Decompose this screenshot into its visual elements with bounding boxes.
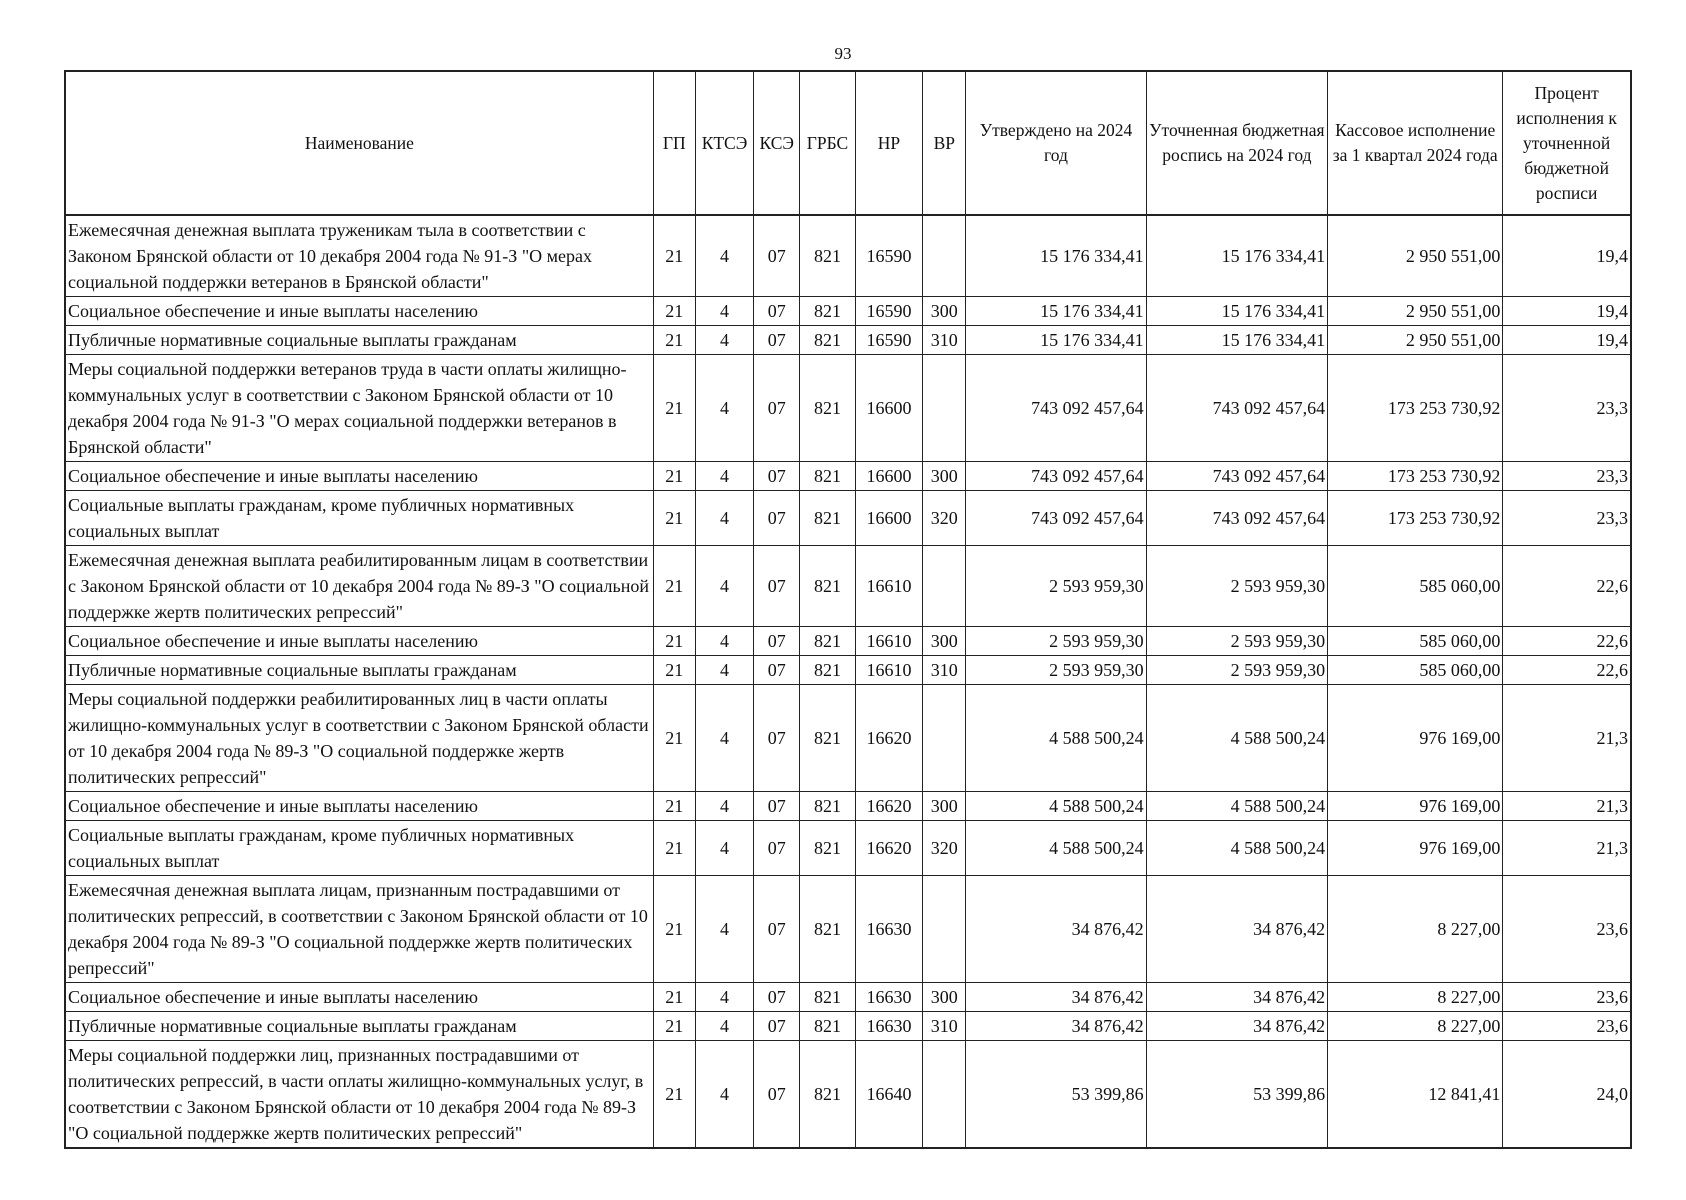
cell-name: Меры социальной поддержки ветеранов труда в части оплаты жилищно-коммунальных услуг в соответствии с Законом Брянской области от 10 декабря 2004 года № 91-З "О мерах социальной поддержки ветеранов в Брянской области" — [65, 355, 653, 462]
cell-approved: 15 176 334,41 — [966, 297, 1146, 326]
cell-name: Социальное обеспечение и иные выплаты населению — [65, 792, 653, 821]
cell-nr: 16590 — [855, 297, 923, 326]
cell-approved: 2 593 959,30 — [966, 627, 1146, 656]
table-row — [65, 1012, 1631, 1041]
cell-vr: 300 — [923, 297, 966, 326]
cell-grbs: 821 — [800, 326, 855, 355]
cell-name: Социальное обеспечение и иные выплаты населению — [65, 297, 653, 326]
cell-name: Меры социальной поддержки лиц, признанных пострадавшими от политических репрессий, в части оплаты жилищно-коммунальных услуг, в соответствии с Законом Брянской области от 10 декабря 2004 года № 89-З "О социальной поддержке жертв политических репрессий" — [65, 1041, 653, 1149]
cell-refined: 2 593 959,30 — [1146, 546, 1327, 627]
cell-cash: 8 227,00 — [1328, 1012, 1503, 1041]
cell-vr: 300 — [923, 627, 966, 656]
cell-ktse: 4 — [695, 326, 753, 355]
cell-gp: 21 — [653, 355, 695, 462]
cell-vr: 320 — [923, 821, 966, 876]
cell-approved: 4 588 500,24 — [966, 792, 1146, 821]
cell-percent: 22,6 — [1503, 546, 1631, 627]
cell-nr: 16620 — [855, 685, 923, 792]
cell-ktse: 4 — [695, 297, 753, 326]
cell-kse: 07 — [754, 215, 800, 297]
cell-kse: 07 — [754, 627, 800, 656]
cell-percent: 23,6 — [1503, 983, 1631, 1012]
cell-approved: 743 092 457,64 — [966, 491, 1146, 546]
cell-nr: 16620 — [855, 821, 923, 876]
table-row — [65, 821, 1631, 876]
cell-grbs: 821 — [800, 297, 855, 326]
cell-gp: 21 — [653, 215, 695, 297]
table-row — [65, 462, 1631, 491]
cell-percent: 21,3 — [1503, 792, 1631, 821]
cell-percent: 23,3 — [1503, 462, 1631, 491]
cell-refined: 15 176 334,41 — [1146, 215, 1327, 297]
table-row — [65, 983, 1631, 1012]
cell-vr: 300 — [923, 792, 966, 821]
cell-nr: 16630 — [855, 876, 923, 983]
table-row — [65, 297, 1631, 326]
cell-nr: 16620 — [855, 792, 923, 821]
cell-name: Социальное обеспечение и иные выплаты населению — [65, 462, 653, 491]
cell-percent: 21,3 — [1503, 685, 1631, 792]
cell-gp: 21 — [653, 792, 695, 821]
header-vr: ВР — [923, 71, 966, 215]
cell-nr: 16630 — [855, 1012, 923, 1041]
cell-vr: 300 — [923, 983, 966, 1012]
cell-gp: 21 — [653, 546, 695, 627]
cell-percent: 22,6 — [1503, 627, 1631, 656]
cell-gp: 21 — [653, 326, 695, 355]
cell-grbs: 821 — [800, 792, 855, 821]
cell-gp: 21 — [653, 876, 695, 983]
cell-nr: 16640 — [855, 1041, 923, 1149]
cell-percent: 24,0 — [1503, 1041, 1631, 1149]
cell-name: Публичные нормативные социальные выплаты гражданам — [65, 656, 653, 685]
cell-approved: 15 176 334,41 — [966, 215, 1146, 297]
cell-percent: 19,4 — [1503, 215, 1631, 297]
cell-cash: 8 227,00 — [1328, 983, 1503, 1012]
cell-kse: 07 — [754, 546, 800, 627]
cell-refined: 34 876,42 — [1146, 876, 1327, 983]
cell-approved: 2 593 959,30 — [966, 546, 1146, 627]
cell-approved: 34 876,42 — [966, 876, 1146, 983]
cell-nr: 16630 — [855, 983, 923, 1012]
cell-cash: 976 169,00 — [1328, 821, 1503, 876]
cell-kse: 07 — [754, 491, 800, 546]
cell-vr: 310 — [923, 1012, 966, 1041]
cell-ktse: 4 — [695, 656, 753, 685]
cell-name: Публичные нормативные социальные выплаты гражданам — [65, 326, 653, 355]
cell-cash: 2 950 551,00 — [1328, 297, 1503, 326]
cell-name: Меры социальной поддержки реабилитированных лиц в части оплаты жилищно-коммунальных услуг в соответствии с Законом Брянской области от 10 декабря 2004 года № 89-З "О социальной поддержке жертв политических репрессий" — [65, 685, 653, 792]
cell-cash: 8 227,00 — [1328, 876, 1503, 983]
cell-name: Социальное обеспечение и иные выплаты населению — [65, 627, 653, 656]
cell-vr — [923, 876, 966, 983]
cell-gp: 21 — [653, 1012, 695, 1041]
cell-grbs: 821 — [800, 627, 855, 656]
cell-approved: 34 876,42 — [966, 1012, 1146, 1041]
cell-percent: 19,4 — [1503, 297, 1631, 326]
cell-nr: 16590 — [855, 326, 923, 355]
cell-name: Социальные выплаты гражданам, кроме публичных нормативных социальных выплат — [65, 491, 653, 546]
cell-name: Ежемесячная денежная выплата труженикам тыла в соответствии с Законом Брянской области от 10 декабря 2004 года № 91-З "О мерах социальной поддержки ветеранов в Брянской области" — [65, 215, 653, 297]
cell-percent: 23,3 — [1503, 355, 1631, 462]
cell-grbs: 821 — [800, 656, 855, 685]
table-row — [65, 792, 1631, 821]
cell-grbs: 821 — [800, 685, 855, 792]
page-number: 93 — [834, 44, 852, 63]
cell-vr — [923, 1041, 966, 1149]
cell-cash: 585 060,00 — [1328, 546, 1503, 627]
cell-vr — [923, 685, 966, 792]
budget-table — [64, 70, 1632, 1149]
cell-ktse: 4 — [695, 355, 753, 462]
cell-kse: 07 — [754, 462, 800, 491]
cell-grbs: 821 — [800, 491, 855, 546]
cell-ktse: 4 — [695, 685, 753, 792]
cell-nr: 16590 — [855, 215, 923, 297]
cell-gp: 21 — [653, 297, 695, 326]
header-grbs: ГРБС — [800, 71, 855, 215]
cell-kse: 07 — [754, 355, 800, 462]
cell-gp: 21 — [653, 685, 695, 792]
cell-vr: 310 — [923, 656, 966, 685]
cell-grbs: 821 — [800, 215, 855, 297]
table-row — [65, 627, 1631, 656]
cell-ktse: 4 — [695, 491, 753, 546]
cell-percent: 21,3 — [1503, 821, 1631, 876]
cell-ktse: 4 — [695, 462, 753, 491]
table-row — [65, 876, 1631, 983]
table-row — [65, 355, 1631, 462]
cell-ktse: 4 — [695, 215, 753, 297]
cell-cash: 585 060,00 — [1328, 627, 1503, 656]
cell-approved: 53 399,86 — [966, 1041, 1146, 1149]
cell-gp: 21 — [653, 627, 695, 656]
cell-approved: 4 588 500,24 — [966, 821, 1146, 876]
cell-refined: 743 092 457,64 — [1146, 355, 1327, 462]
cell-approved: 743 092 457,64 — [966, 355, 1146, 462]
cell-nr: 16610 — [855, 656, 923, 685]
cell-approved: 15 176 334,41 — [966, 326, 1146, 355]
cell-vr: 310 — [923, 326, 966, 355]
header-kse: КСЭ — [754, 71, 800, 215]
cell-cash: 173 253 730,92 — [1328, 462, 1503, 491]
cell-percent: 23,6 — [1503, 1012, 1631, 1041]
cell-nr: 16610 — [855, 627, 923, 656]
cell-cash: 2 950 551,00 — [1328, 326, 1503, 355]
cell-kse: 07 — [754, 656, 800, 685]
cell-refined: 34 876,42 — [1146, 1012, 1327, 1041]
header-refined: Уточненная бюджетная роспись на 2024 год — [1146, 71, 1327, 215]
cell-kse: 07 — [754, 821, 800, 876]
cell-nr: 16600 — [855, 355, 923, 462]
header-gp: ГП — [653, 71, 695, 215]
cell-ktse: 4 — [695, 821, 753, 876]
table-body — [65, 215, 1631, 1148]
cell-name: Социальное обеспечение и иные выплаты населению — [65, 983, 653, 1012]
cell-gp: 21 — [653, 462, 695, 491]
header-name: Наименование — [65, 71, 653, 215]
cell-refined: 2 593 959,30 — [1146, 656, 1327, 685]
table-header — [65, 71, 1631, 215]
cell-gp: 21 — [653, 1041, 695, 1149]
table-row — [65, 326, 1631, 355]
cell-gp: 21 — [653, 821, 695, 876]
cell-grbs: 821 — [800, 546, 855, 627]
cell-refined: 34 876,42 — [1146, 983, 1327, 1012]
cell-name: Публичные нормативные социальные выплаты гражданам — [65, 1012, 653, 1041]
cell-cash: 2 950 551,00 — [1328, 215, 1503, 297]
cell-ktse: 4 — [695, 1041, 753, 1149]
table-row — [65, 656, 1631, 685]
cell-percent: 23,3 — [1503, 491, 1631, 546]
cell-gp: 21 — [653, 656, 695, 685]
cell-refined: 4 588 500,24 — [1146, 821, 1327, 876]
cell-approved: 4 588 500,24 — [966, 685, 1146, 792]
cell-refined: 15 176 334,41 — [1146, 297, 1327, 326]
cell-approved: 34 876,42 — [966, 983, 1146, 1012]
cell-cash: 976 169,00 — [1328, 685, 1503, 792]
cell-grbs: 821 — [800, 876, 855, 983]
cell-gp: 21 — [653, 491, 695, 546]
cell-ktse: 4 — [695, 792, 753, 821]
cell-grbs: 821 — [800, 1041, 855, 1149]
cell-kse: 07 — [754, 876, 800, 983]
cell-grbs: 821 — [800, 1012, 855, 1041]
cell-nr: 16610 — [855, 546, 923, 627]
header-percent: Процент исполнения к уточненной бюджетной росписи — [1503, 71, 1631, 215]
cell-refined: 743 092 457,64 — [1146, 491, 1327, 546]
cell-percent: 22,6 — [1503, 656, 1631, 685]
cell-name: Социальные выплаты гражданам, кроме публичных нормативных социальных выплат — [65, 821, 653, 876]
cell-refined: 53 399,86 — [1146, 1041, 1327, 1149]
cell-ktse: 4 — [695, 627, 753, 656]
cell-grbs: 821 — [800, 983, 855, 1012]
cell-refined: 2 593 959,30 — [1146, 627, 1327, 656]
cell-grbs: 821 — [800, 462, 855, 491]
cell-grbs: 821 — [800, 355, 855, 462]
header-nr: НР — [855, 71, 923, 215]
cell-refined: 4 588 500,24 — [1146, 792, 1327, 821]
cell-name: Ежемесячная денежная выплата реабилитированным лицам в соответствии с Законом Брянской области от 10 декабря 2004 года № 89-З "О социальной поддержке жертв политических репрессий" — [65, 546, 653, 627]
table-row — [65, 546, 1631, 627]
cell-refined: 15 176 334,41 — [1146, 326, 1327, 355]
cell-kse: 07 — [754, 685, 800, 792]
cell-cash: 12 841,41 — [1328, 1041, 1503, 1149]
cell-kse: 07 — [754, 1012, 800, 1041]
cell-vr — [923, 355, 966, 462]
table-row — [65, 685, 1631, 792]
cell-ktse: 4 — [695, 983, 753, 1012]
cell-nr: 16600 — [855, 462, 923, 491]
cell-approved: 743 092 457,64 — [966, 462, 1146, 491]
cell-kse: 07 — [754, 792, 800, 821]
cell-kse: 07 — [754, 1041, 800, 1149]
cell-kse: 07 — [754, 326, 800, 355]
cell-refined: 743 092 457,64 — [1146, 462, 1327, 491]
cell-ktse: 4 — [695, 546, 753, 627]
cell-vr — [923, 546, 966, 627]
cell-gp: 21 — [653, 983, 695, 1012]
cell-refined: 4 588 500,24 — [1146, 685, 1327, 792]
cell-name: Ежемесячная денежная выплата лицам, признанным пострадавшими от политических репрессий, в соответствии с Законом Брянской области от 10 декабря 2004 года № 89-З "О социальной поддержке жертв политических репрессий" — [65, 876, 653, 983]
cell-vr — [923, 215, 966, 297]
cell-cash: 976 169,00 — [1328, 792, 1503, 821]
cell-ktse: 4 — [695, 1012, 753, 1041]
table-row — [65, 1041, 1631, 1149]
cell-cash: 173 253 730,92 — [1328, 491, 1503, 546]
cell-percent: 23,6 — [1503, 876, 1631, 983]
cell-cash: 585 060,00 — [1328, 656, 1503, 685]
cell-vr: 320 — [923, 491, 966, 546]
cell-kse: 07 — [754, 983, 800, 1012]
header-approved: Утверждено на 2024 год — [966, 71, 1146, 215]
table-row — [65, 215, 1631, 297]
cell-cash: 173 253 730,92 — [1328, 355, 1503, 462]
cell-percent: 19,4 — [1503, 326, 1631, 355]
table-row — [65, 491, 1631, 546]
header-cash: Кассовое исполнение за 1 квартал 2024 года — [1328, 71, 1503, 215]
cell-ktse: 4 — [695, 876, 753, 983]
cell-approved: 2 593 959,30 — [966, 656, 1146, 685]
cell-kse: 07 — [754, 297, 800, 326]
cell-grbs: 821 — [800, 821, 855, 876]
cell-vr: 300 — [923, 462, 966, 491]
cell-nr: 16600 — [855, 491, 923, 546]
header-ktse: КТСЭ — [695, 71, 753, 215]
